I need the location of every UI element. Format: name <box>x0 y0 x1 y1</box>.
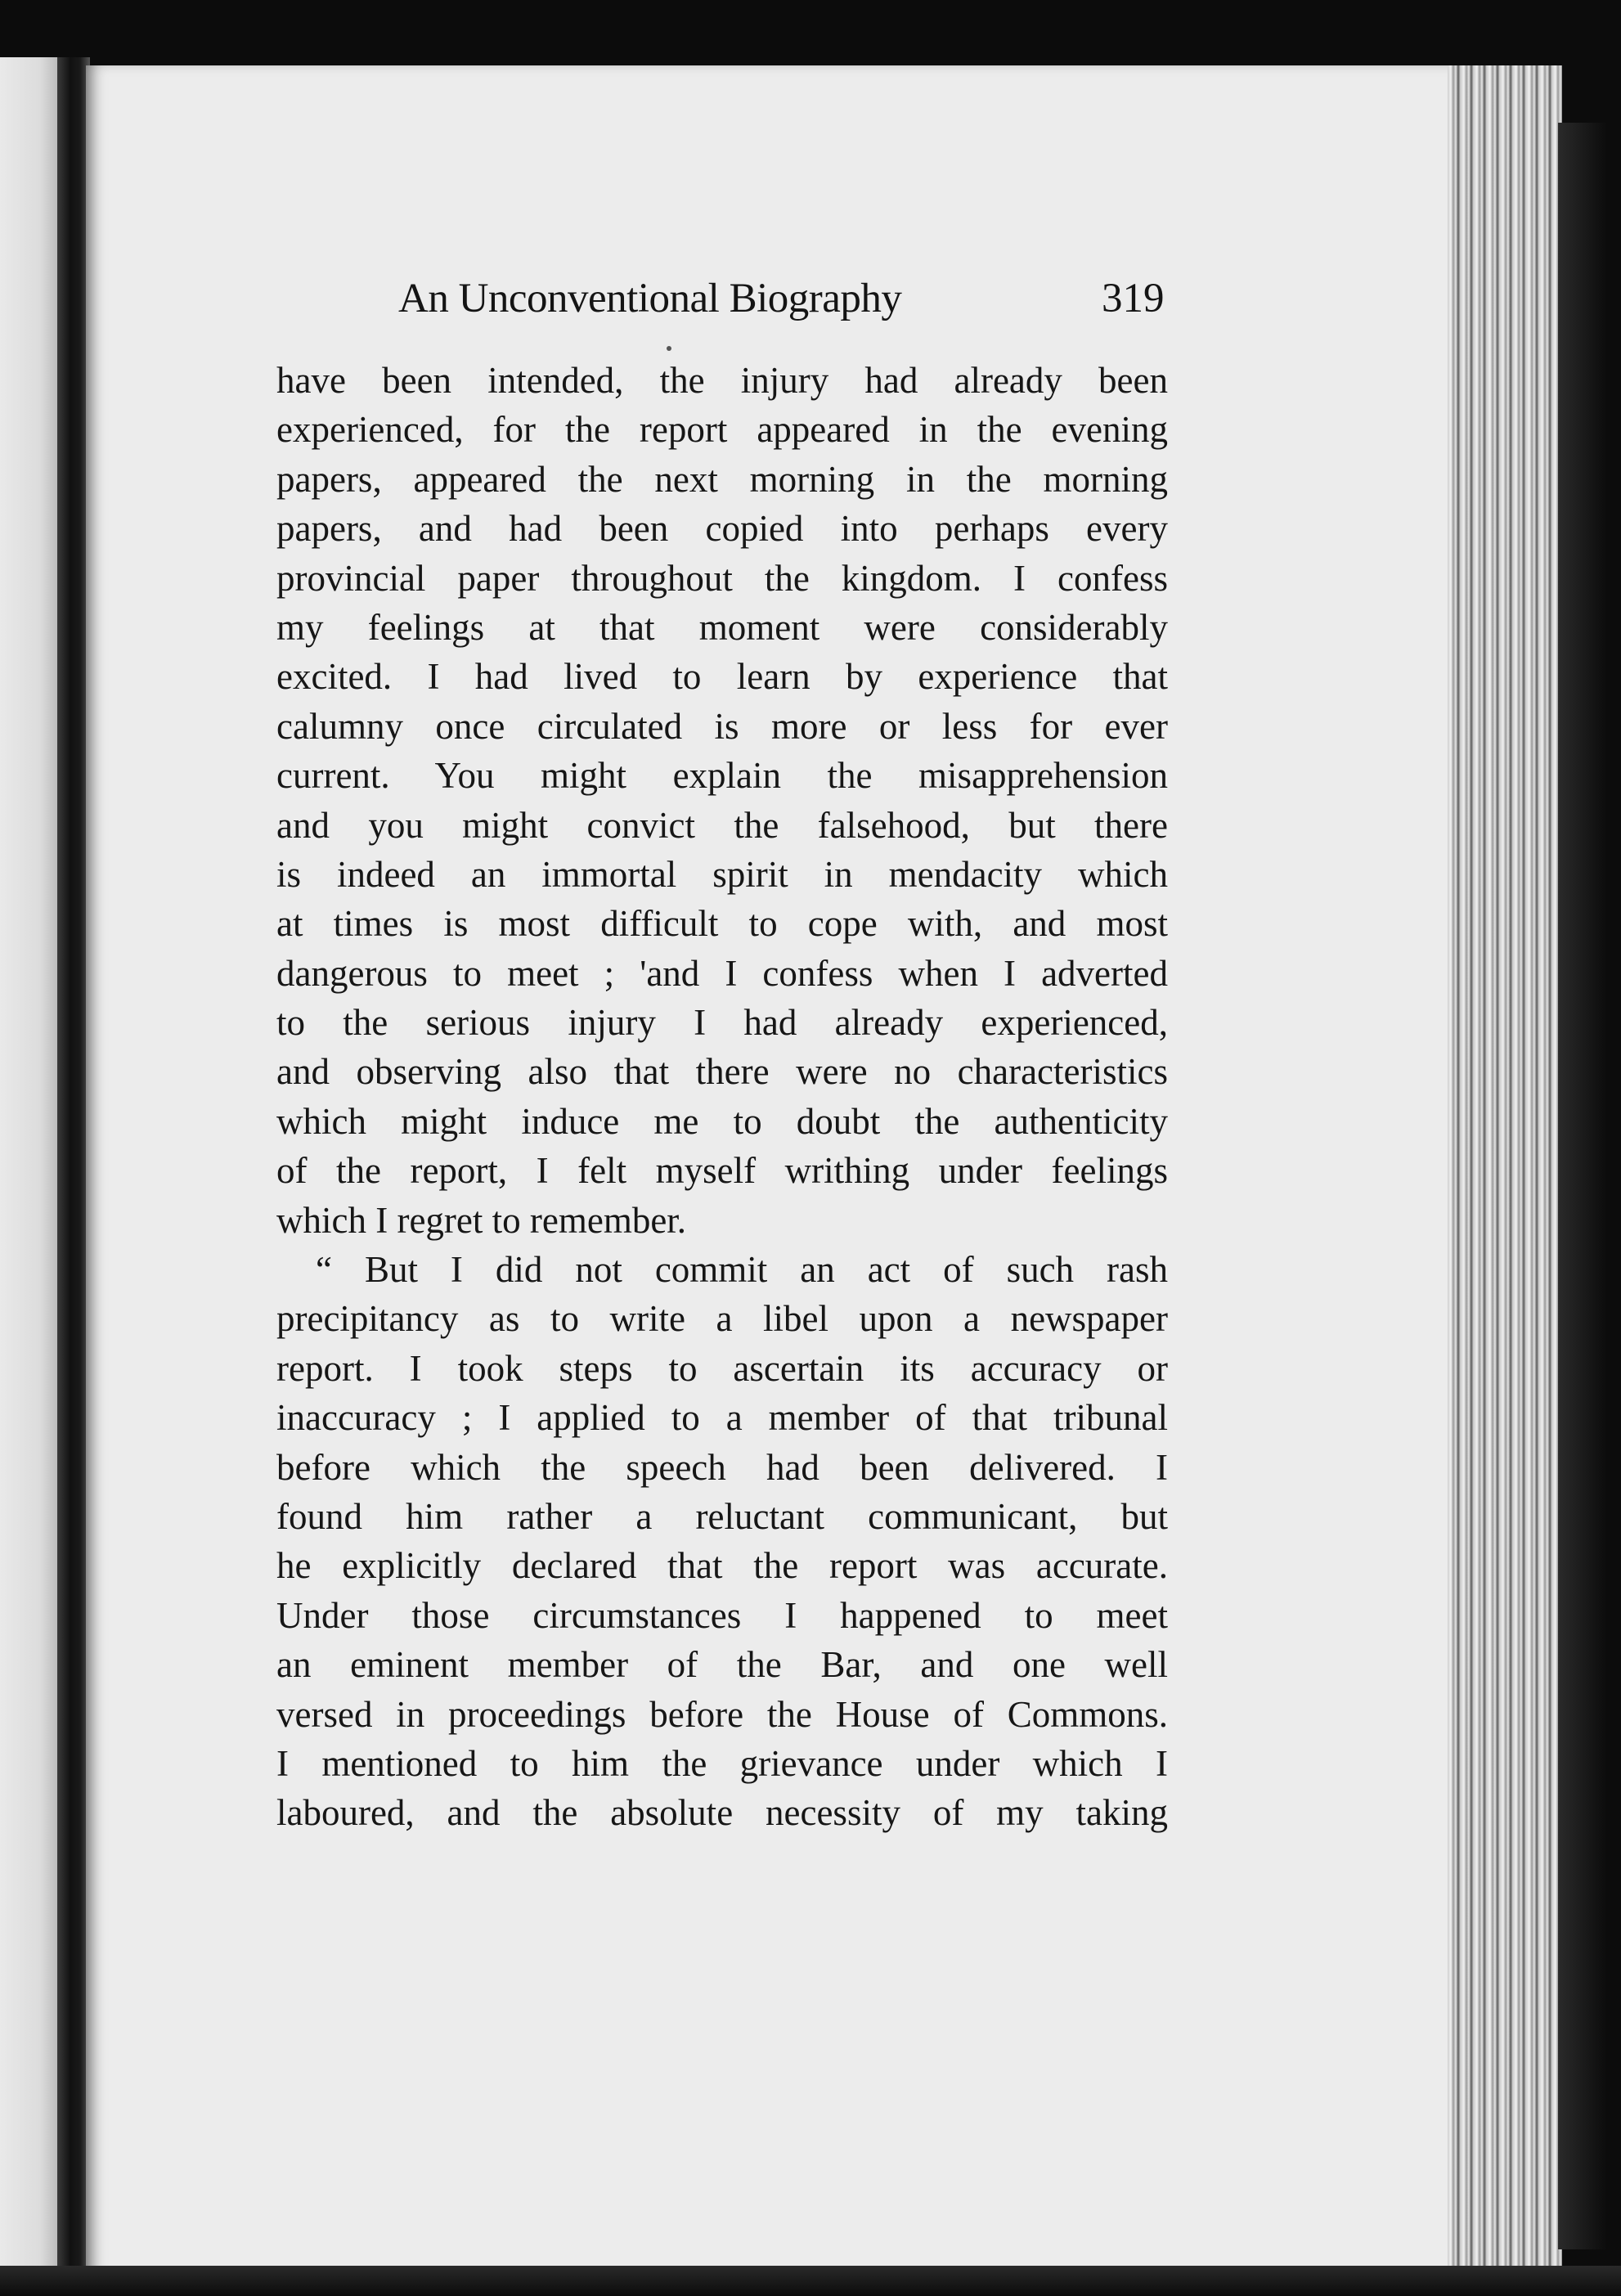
text-line: papers, and had been copied into perhaps every <box>276 508 1168 550</box>
text-line: which might induce me to doubt the authenticity <box>276 1100 1168 1142</box>
text-line: to the serious injury I had already experienced, <box>276 1002 1168 1044</box>
text-line: found him rather a reluctant communicant, but <box>276 1495 1168 1537</box>
facing-page-edge <box>0 57 57 2296</box>
body-text <box>276 356 1168 1838</box>
text-line: current. You might explain the misapprehension <box>276 755 1168 797</box>
scan-border <box>0 2266 1621 2296</box>
text-line: inaccuracy ; I applied to a member of that tribunal <box>276 1397 1168 1439</box>
text-line: Under those circumstances I happened to meet <box>276 1594 1168 1636</box>
paragraph-start-line: “ But I did not commit an act of such rash <box>316 1249 1168 1291</box>
text-line: have been intended, the injury had already been <box>276 360 1168 401</box>
text-line: my feelings at that moment were considerably <box>276 606 1168 648</box>
print-speck <box>667 346 671 351</box>
text-line: excited. I had lived to learn by experience that <box>276 656 1168 698</box>
text-line: versed in proceedings before the House of Commons. <box>276 1693 1168 1735</box>
text-line: and observing also that there were no characteristics <box>276 1051 1168 1093</box>
text-line: experienced, for the report appeared in the evening <box>276 409 1168 451</box>
text-line: he explicitly declared that the report was accurate. <box>276 1545 1168 1587</box>
text-line: before which the speech had been delivered. I <box>276 1446 1168 1488</box>
text-line: laboured, and the absolute necessity of my taking <box>276 1792 1168 1834</box>
text-line: papers, appeared the next morning in the morning <box>276 458 1168 500</box>
text-line: I mentioned to him the grievance under which I <box>276 1742 1168 1784</box>
text-line: precipitancy as to write a libel upon a newspaper <box>276 1298 1168 1340</box>
page-number: 319 <box>1102 276 1165 321</box>
page-stack-edge <box>1448 65 1562 2278</box>
text-line: provincial paper throughout the kingdom. I confess <box>276 557 1168 599</box>
text-line: dangerous to meet ; 'and I confess when I adverted <box>276 952 1168 994</box>
page-stack-shadow <box>1558 123 1607 2249</box>
paragraph-end-line: which I regret to remember. <box>276 1199 687 1241</box>
running-head <box>398 266 1216 331</box>
text-line: an eminent member of the Bar, and one well <box>276 1644 1168 1686</box>
text-line: is indeed an immortal spirit in mendacity which <box>276 853 1168 895</box>
text-line: at times is most difficult to cope with, and most <box>276 903 1168 945</box>
book-gutter <box>57 57 90 2296</box>
header-title: An Unconventional Biography <box>398 276 902 321</box>
text-line: of the report, I felt myself writhing under feelings <box>276 1150 1168 1192</box>
text-line: and you might convict the falsehood, but there <box>276 804 1168 846</box>
text-line: calumny once circulated is more or less for ever <box>276 705 1168 747</box>
text-line: report. I took steps to ascertain its accuracy or <box>276 1347 1168 1389</box>
